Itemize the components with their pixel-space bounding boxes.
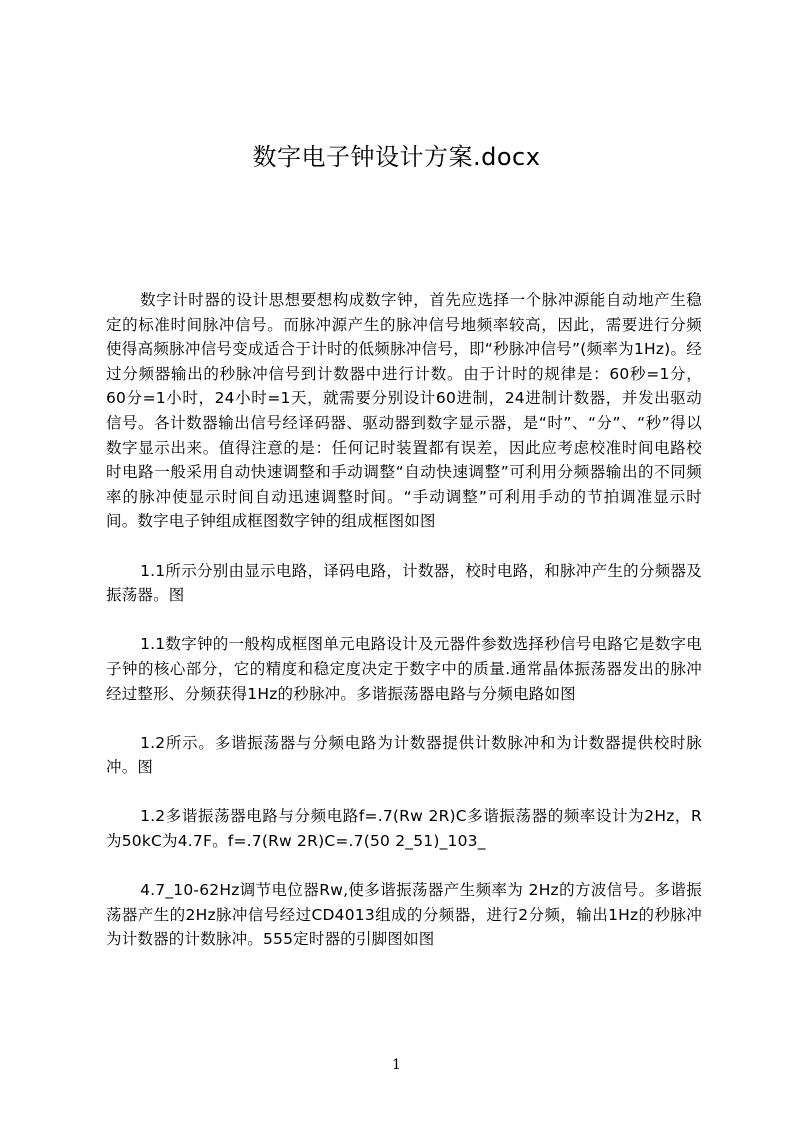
paragraph-1-1-components: 1.1所示分别由显示电路，译码电路，计数器，校时电路，和脉冲产生的分频器及振荡器。图 [106, 561, 702, 605]
document-body [106, 288, 702, 977]
paragraph-intro: 数字计时器的设计思想要想构成数字钟，首先应选择一个脉冲源能自动地产生稳定的标准时间脉冲信号。而脉冲源产生的脉冲信号地频率较高，因此，需要进行分频使得高频脉冲信号变成适合于计时的低频脉冲信号，即“秒脉冲信号”(频率为1Hz)。经过分频器输出的秒脉冲信号到计数器中进行计数。由于计时的规律是：60秒=1分，60分=1小时，24小时=1天，就需要分别设计60进制，24进制计数器，并发出驱动信号。各计数器输出信号经译码器、驱动器到数字显示器，是“时”、“分”、“秒”得以数字显示出来。值得注意的是：任何记时装置都有误差，因此应考虑校准时间电路校时电路一般采用自动快速调整和手动调整“自动快速调整”可利用分频器输出的不同频率的脉冲使显示时间自动迅速调整时间。“手动调整”可利用手动的节拍调准显示时间。数字电子钟组成框图数字钟的组成框图如图 [106, 291, 702, 531]
paragraph-1-2-multivibrator: 1.2所示。多谐振荡器与分频电路为计数器提供计数脉冲和为计数器提供校时脉冲。图 [106, 733, 702, 777]
paragraph-4-7-potentiometer: 4.7_10-62Hz调节电位器Rw,使多谐振荡器产生频率为 2Hz的方波信号。多谐振荡器产生的2Hz脉冲信号经过CD4013组成的分频器，进行2分频，输出1Hz的秒脉冲为计数器的计数脉冲。555定时器的引脚图如图 [106, 881, 702, 949]
document-title: 数字电子钟设计方案.docx [252, 143, 541, 171]
paragraph-1-1-second-signal: 1.1数字钟的一般构成框图单元电路设计及元器件参数选择秒信号电路它是数字电子钟的核心部分，它的精度和稳定度决定于数字中的质量.通常晶体振荡器发出的脉冲经过整形、分频获得1Hz的秒脉冲。多谐振荡器电路与分频电路如图 [106, 635, 702, 703]
paragraph-1-2-frequency: 1.2多谐振荡器电路与分频电路f=.7(Rw 2R)C多谐振荡器的频率设计为2Hz，R为50kC为4.7F。f=.7(Rw 2R)C=.7(50 2_51)_103_ [106, 807, 702, 851]
page-number: 1 [392, 1057, 401, 1073]
